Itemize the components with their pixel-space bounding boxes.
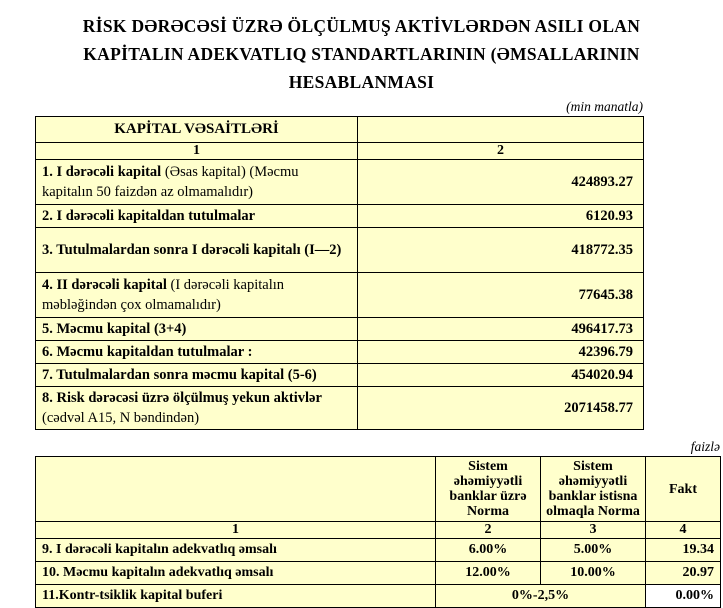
row-value: 418772.35 bbox=[358, 228, 644, 273]
row-norma-merged: 0%-2,5% bbox=[436, 585, 646, 608]
row-fakt: 20.97 bbox=[646, 562, 721, 585]
row-label bbox=[36, 387, 358, 430]
col-number-3: 3 bbox=[541, 522, 646, 539]
table2-header-empty-cell bbox=[36, 457, 436, 522]
row-label bbox=[36, 160, 358, 205]
row-norma-sistem: 12.00% bbox=[436, 562, 541, 585]
row-label-bold: 4. II dərəcəli kapital bbox=[42, 277, 167, 293]
row-label: 9. I dərəcəli kapitalın adekvatlıq əmsalı bbox=[36, 539, 436, 562]
row-value: 42396.79 bbox=[358, 341, 644, 364]
col-number-2: 2 bbox=[358, 143, 644, 160]
col-number-4: 4 bbox=[646, 522, 721, 539]
row-value: 77645.38 bbox=[358, 273, 644, 318]
table2-header-norma-istisna: Sistem əhəmiyyətli banklar istisna olmaqla Norma bbox=[541, 457, 646, 522]
row-value: 454020.94 bbox=[358, 364, 644, 387]
row-label bbox=[36, 364, 358, 387]
table1-column-number-row bbox=[36, 143, 644, 160]
row-label-rest: (I dərəcəli kapitalın məbləğindən çox olmamalıdır) bbox=[42, 277, 285, 313]
row-value: 424893.27 bbox=[358, 160, 644, 205]
table2-header-fakt: Fakt bbox=[646, 457, 721, 522]
row-label-rest: (cədvəl A15, N bəndindən) bbox=[42, 410, 200, 426]
row-label-bold: 5. Məcmu kapital (3+4) bbox=[42, 321, 187, 337]
adequacy-ratios-table bbox=[35, 456, 721, 608]
row-label bbox=[36, 228, 358, 273]
table-row bbox=[36, 562, 721, 585]
row-label-bold: 6. Məcmu kapitaldan tutulmalar : bbox=[42, 344, 253, 360]
table-row bbox=[36, 364, 644, 387]
table-row bbox=[36, 318, 644, 341]
row-norma-istisna: 5.00% bbox=[541, 539, 646, 562]
table-row bbox=[36, 205, 644, 228]
row-label-bold: 1. I dərəcəli kapital bbox=[42, 164, 162, 180]
unit-note-percent: faizlə bbox=[690, 439, 720, 454]
row-label: 11.Kontr-tsiklik kapital buferi bbox=[36, 585, 436, 608]
title-line-1: RİSK DƏRƏCƏSİ ÜZRƏ ÖLÇÜLMUŞ AKTİVLƏRDƏN ASILI OLAN bbox=[82, 16, 641, 36]
table-row bbox=[36, 228, 644, 273]
row-label bbox=[36, 273, 358, 318]
row-value: 496417.73 bbox=[358, 318, 644, 341]
table-row bbox=[36, 341, 644, 364]
row-label-rest: (Əsas kapital) (Məcmu kapitalın 50 faizdən az olmamalıdır) bbox=[42, 164, 299, 200]
table-row bbox=[36, 387, 644, 430]
table-row bbox=[36, 273, 644, 318]
row-label-bold: 2. I dərəcəli kapitaldan tutulmalar bbox=[42, 208, 256, 224]
title-line-3: HESABLANMASI bbox=[288, 72, 435, 92]
table-row bbox=[36, 160, 644, 205]
col-number-1: 1 bbox=[36, 522, 436, 539]
row-norma-istisna: 10.00% bbox=[541, 562, 646, 585]
row-label bbox=[36, 341, 358, 364]
row-fakt: 0.00% bbox=[646, 585, 721, 608]
table2-header-row bbox=[36, 457, 721, 522]
col-number-1: 1 bbox=[36, 143, 358, 160]
row-label-bold: 3. Tutulmalardan sonra I dərəcəli kapitalı (I—2) bbox=[42, 242, 342, 258]
capital-funds-table bbox=[35, 116, 644, 430]
row-value: 2071458.77 bbox=[358, 387, 644, 430]
row-label bbox=[36, 318, 358, 341]
row-label bbox=[36, 205, 358, 228]
row-fakt: 19.34 bbox=[646, 539, 721, 562]
table2-header-norma-sistem: Sistem əhəmiyyətli banklar üzrə Norma bbox=[436, 457, 541, 522]
title-line-2: KAPİTALIN ADEKVATLIQ STANDARTLARININ (ƏMSALLARININ bbox=[83, 44, 640, 64]
row-label-bold: 8. Risk dərəcəsi üzrə ölçülmuş yekun aktivlər bbox=[42, 390, 322, 406]
row-norma-sistem: 6.00% bbox=[436, 539, 541, 562]
table2-column-number-row bbox=[36, 522, 721, 539]
row-label: 10. Məcmu kapitalın adekvatlıq əmsalı bbox=[36, 562, 436, 585]
table1-header-cell: KAPİTAL VƏSAİTLƏRİ bbox=[36, 117, 358, 143]
table1-header-row bbox=[36, 117, 644, 143]
document-title bbox=[0, 12, 723, 96]
col-number-2: 2 bbox=[436, 522, 541, 539]
row-label-bold: 7. Tutulmalardan sonra məcmu kapital (5-6) bbox=[42, 367, 317, 383]
unit-note-thousand-manat: (min manatla) bbox=[566, 99, 643, 114]
table-row bbox=[36, 539, 721, 562]
row-value: 6120.93 bbox=[358, 205, 644, 228]
table1-header-empty-cell bbox=[358, 117, 644, 143]
